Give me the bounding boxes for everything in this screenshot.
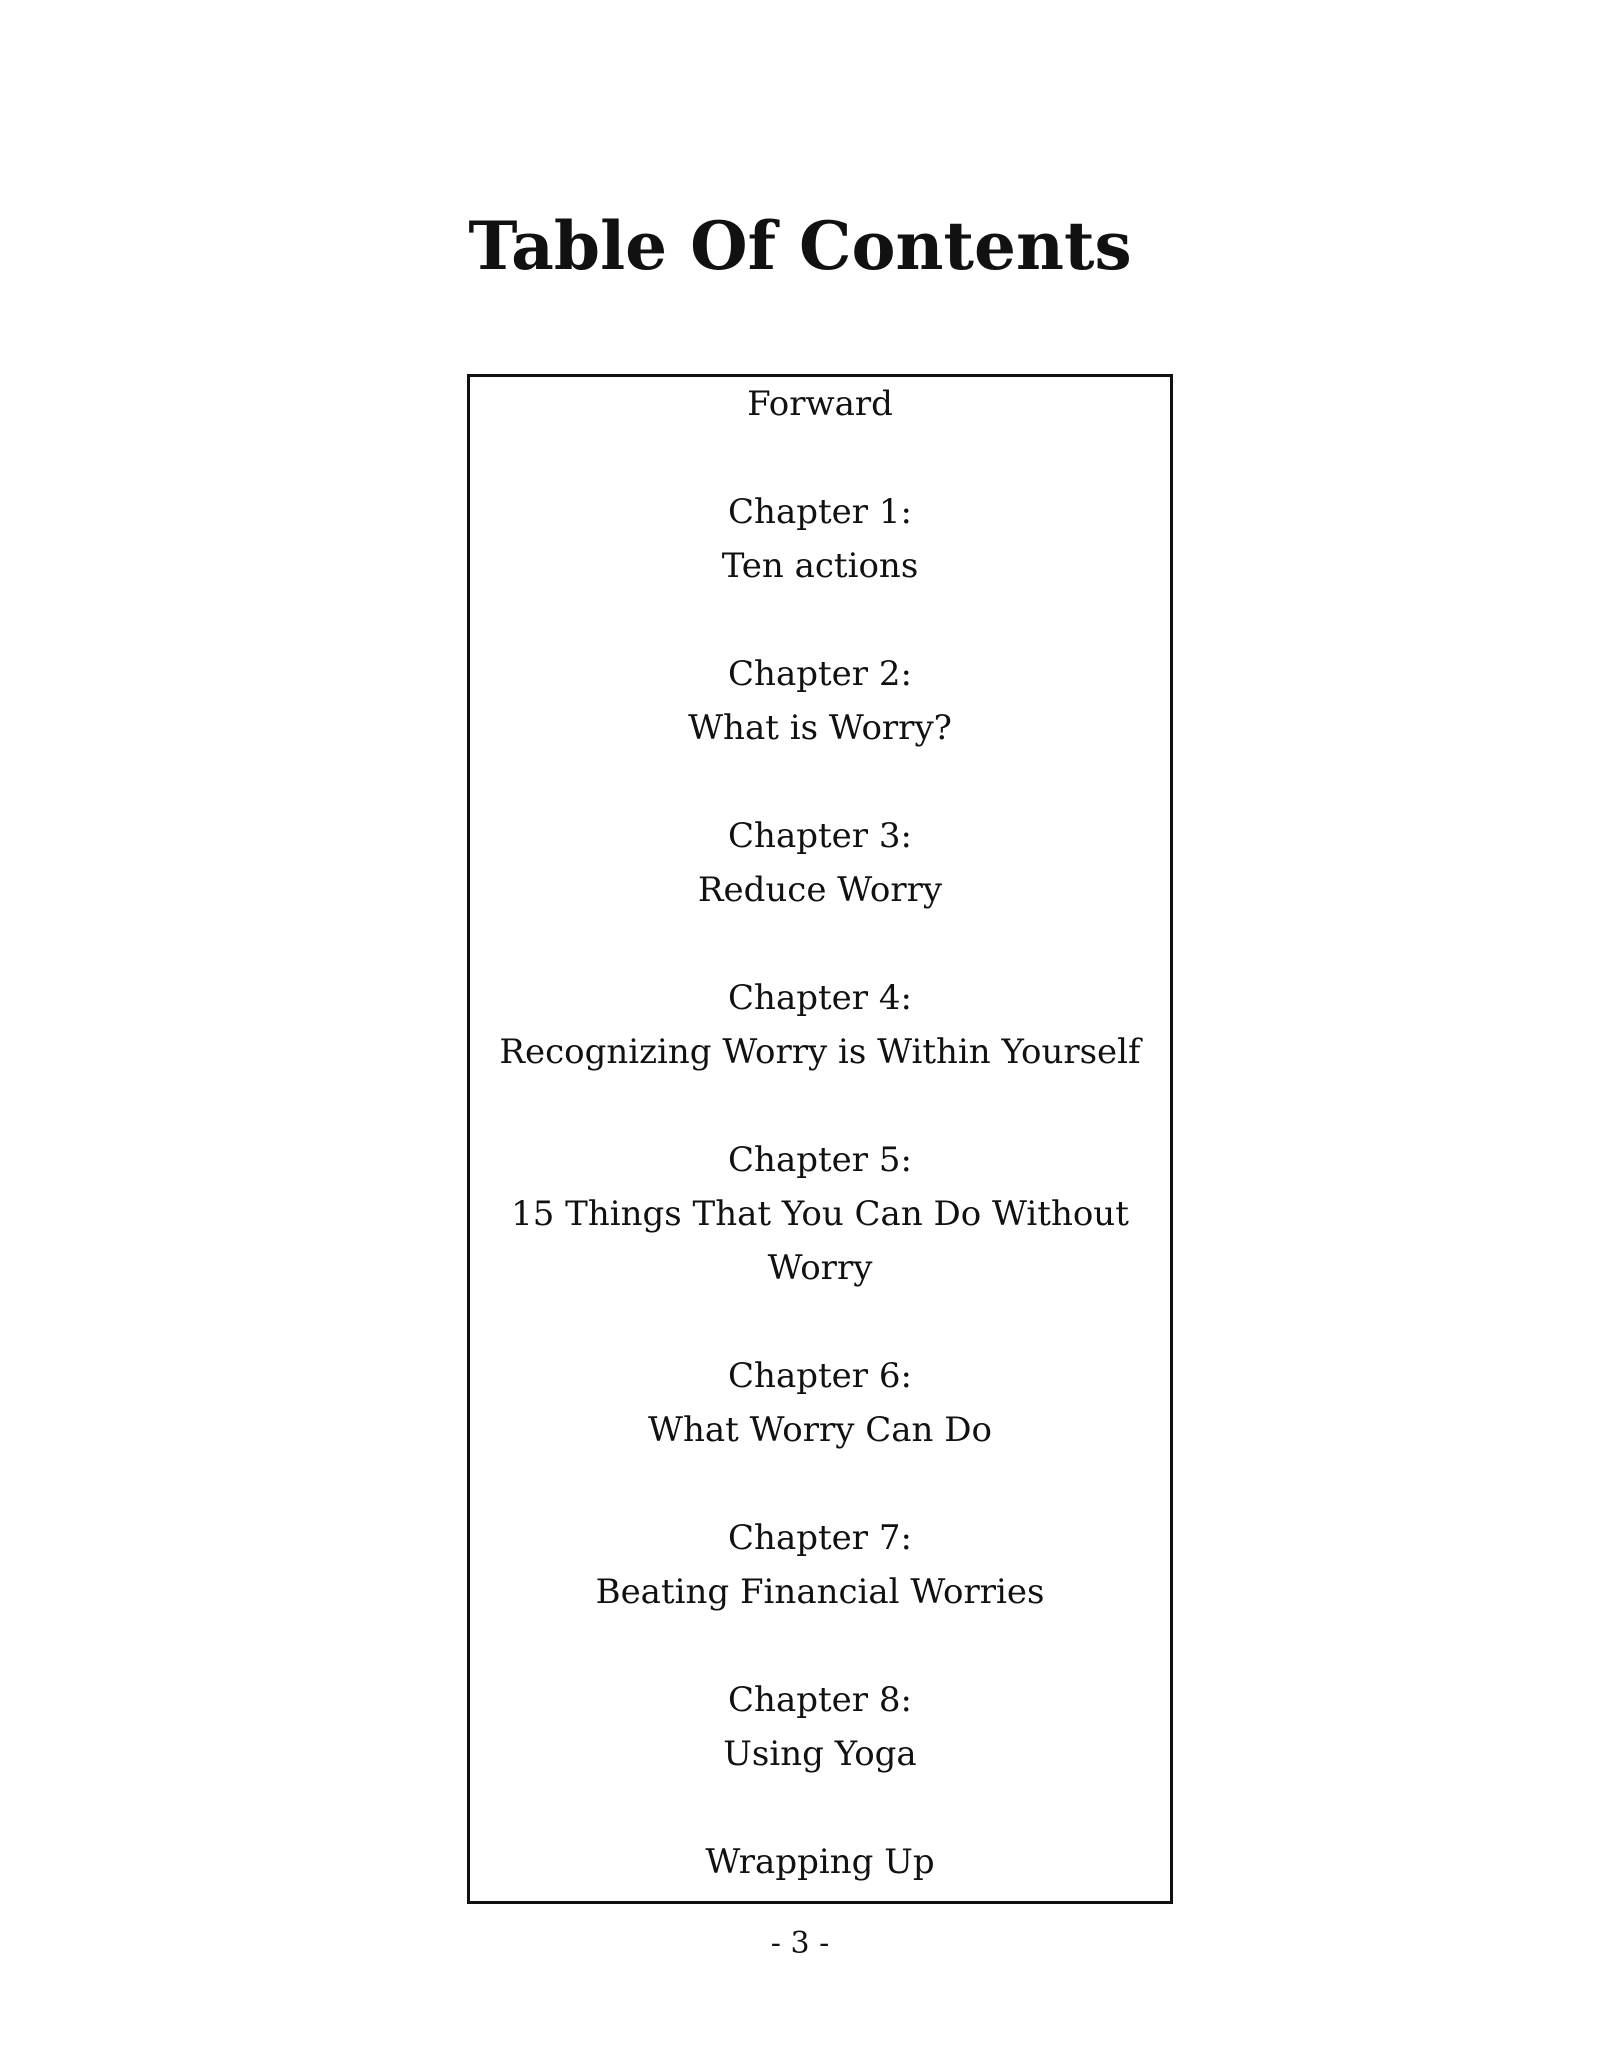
- toc-chapter-title: What is Worry?: [688, 708, 952, 748]
- table-of-contents-box: [467, 374, 1173, 1904]
- toc-chapter-title: Reduce Worry: [697, 870, 943, 910]
- page-number: - 3 -: [770, 1926, 830, 1961]
- toc-entry-chapter-1: [490, 485, 1150, 593]
- toc-chapter-number: Chapter 5:: [728, 1140, 912, 1180]
- toc-chapter-number: Chapter 8:: [728, 1680, 912, 1720]
- toc-entry-chapter-3: [490, 809, 1150, 917]
- toc-line: Forward: [747, 384, 893, 424]
- toc-entry-wrapping-up: [490, 1835, 1150, 1889]
- toc-chapter-number: Chapter 2:: [728, 654, 912, 694]
- toc-chapter-title: What Worry Can Do: [648, 1410, 992, 1450]
- toc-chapter-title: Recognizing Worry is Within Yourself: [499, 1032, 1141, 1072]
- toc-entry-chapter-2: [490, 647, 1150, 755]
- toc-line: Wrapping Up: [705, 1842, 935, 1882]
- toc-chapter-title: Beating Financial Worries: [595, 1572, 1045, 1612]
- toc-chapter-title-continued: Worry: [767, 1248, 873, 1288]
- toc-chapter-title: 15 Things That You Can Do Without: [511, 1194, 1129, 1234]
- toc-entry-chapter-8: [490, 1673, 1150, 1781]
- toc-entry-forward: [490, 377, 1150, 431]
- toc-entry-chapter-4: [490, 971, 1150, 1079]
- toc-entry-chapter-6: [490, 1349, 1150, 1457]
- toc-chapter-number: Chapter 6:: [728, 1356, 912, 1396]
- page-title: Table Of Contents: [468, 207, 1132, 285]
- toc-chapter-title: Using Yoga: [723, 1734, 917, 1774]
- toc-chapter-number: Chapter 1:: [728, 492, 912, 532]
- toc-chapter-number: Chapter 4:: [728, 978, 912, 1018]
- toc-entry-chapter-7: [490, 1511, 1150, 1619]
- toc-chapter-number: Chapter 7:: [728, 1518, 912, 1558]
- toc-entry-chapter-5: [490, 1133, 1150, 1295]
- toc-chapter-title: Ten actions: [721, 546, 919, 586]
- toc-chapter-number: Chapter 3:: [728, 816, 912, 856]
